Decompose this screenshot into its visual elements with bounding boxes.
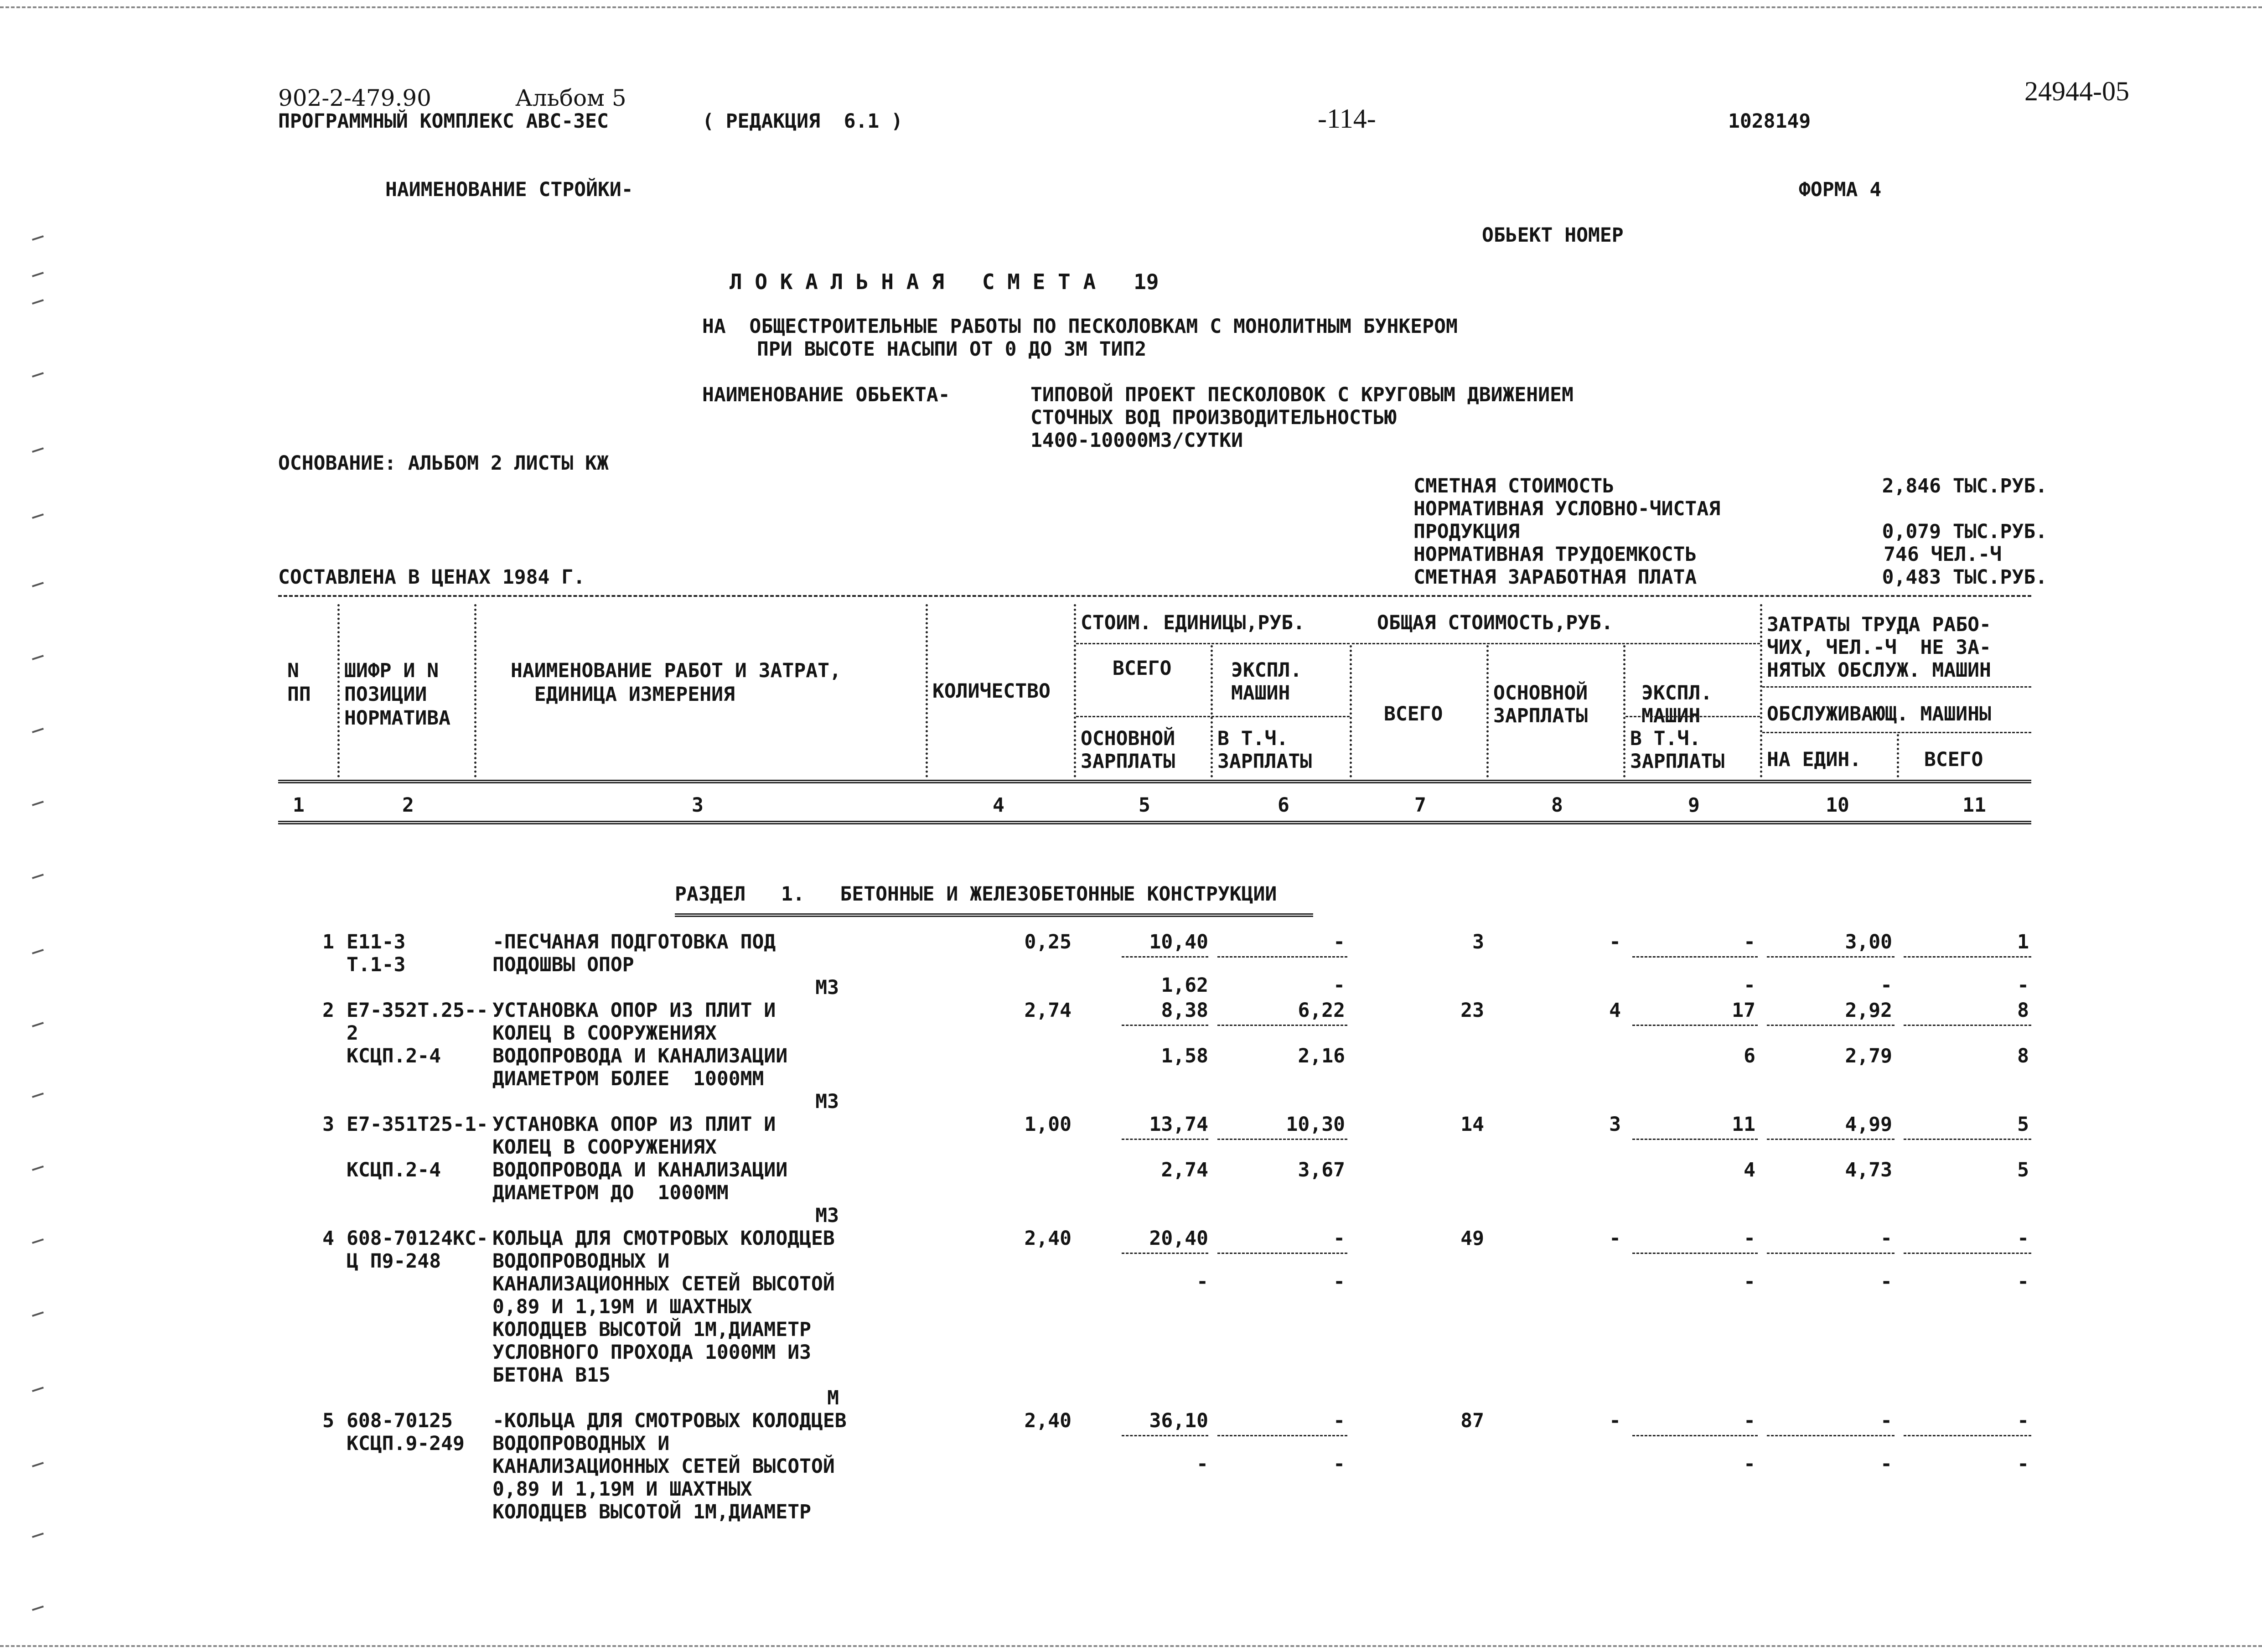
total-machine-cost: - — [1744, 931, 1755, 953]
margin-mark — [32, 1093, 44, 1098]
row-unit: М3 — [815, 1090, 839, 1113]
row-quantity: 2,40 — [1024, 1227, 1071, 1250]
header-labor-service: ОБСЛУЖИВАЮЩ. МАШИНЫ — [1767, 703, 1991, 725]
summary-label: СМЕТНАЯ ЗАРАБОТНАЯ ПЛАТА — [1413, 566, 1697, 589]
object-line-1: ТИПОВОЙ ПРОЕКТ ПЕСКОЛОВОК С КРУГОВЫМ ДВИЖЕНИЕМ — [1030, 383, 1574, 406]
row-code: Е7-352Т.25-- — [347, 999, 488, 1022]
unit-base-wage: 1,62 — [1161, 974, 1208, 997]
service-labor-per-unit: - — [1880, 1270, 1892, 1293]
summary-label: ПРОДУКЦИЯ — [1413, 520, 1520, 543]
cell-divider — [1122, 1435, 1208, 1436]
row-name: ВОДОПРОВОДА И КАНАЛИЗАЦИИ — [492, 1045, 788, 1067]
total-machine-cost: - — [1744, 1227, 1755, 1250]
unit-machine-cost: - — [1333, 1227, 1345, 1250]
rule — [278, 780, 2031, 783]
service-labor-total: - — [2017, 974, 2029, 997]
margin-mark — [32, 272, 44, 277]
column-number: 9 — [1688, 794, 1700, 817]
row-name: ПОДОШВЫ ОПОР — [492, 953, 634, 976]
labor-per-unit: 4,99 — [1845, 1113, 1892, 1136]
margin-mark — [32, 513, 44, 519]
rule — [1762, 686, 2031, 688]
column-number: 7 — [1414, 794, 1426, 817]
header-labor-total: ВСЕГО — [1924, 748, 1983, 771]
margin-mark — [32, 949, 44, 954]
header-total-wage: ОСНОВНОЙ ЗАРПЛАТЫ — [1493, 682, 1588, 727]
cell-divider — [1767, 1139, 1894, 1140]
edition-label: ( РЕДАКЦИЯ 6.1 ) — [702, 110, 903, 133]
unit-machine-cost: 6,22 — [1298, 999, 1345, 1022]
header-col-name: НАИМЕНОВАНИЕ РАБОТ И ЗАТРАТ, ЕДИНИЦА ИЗМЕРЕНИЯ — [511, 659, 841, 706]
margin-mark — [32, 1605, 44, 1611]
labor-total: - — [2017, 1227, 2029, 1250]
page-title: Л О К А Л Ь Н А Я С М Е Т А 19 — [730, 269, 1159, 294]
unit-base-wage: - — [1196, 1453, 1208, 1476]
header-unit-machines: ЭКСПЛ. МАШИН — [1231, 659, 1302, 704]
header-total-all: ВСЕГО — [1384, 703, 1443, 725]
labor-per-unit: 2,92 — [1845, 999, 1892, 1022]
basis-label: ОСНОВАНИЕ: АЛЬБОМ 2 ЛИСТЫ КЖ — [278, 452, 609, 475]
cell-divider — [1904, 1025, 2031, 1026]
row-name: ВОДОПРОВОДНЫХ И — [492, 1250, 670, 1273]
row-name: ВОДОПРОВОДНЫХ И — [492, 1432, 670, 1455]
subject-line-1: НА ОБЩЕСТРОИТЕЛЬНЫЕ РАБОТЫ ПО ПЕСКОЛОВКАМ С МОНОЛИТНЫМ БУНКЕРОМ — [702, 315, 1458, 338]
margin-mark — [32, 655, 44, 660]
margin-mark — [32, 1165, 44, 1171]
album-label: Альбом 5 — [515, 85, 626, 111]
margin-mark — [32, 1533, 44, 1538]
cell-divider — [1904, 956, 2031, 958]
service-labor-total: - — [2017, 1453, 2029, 1476]
cell-divider — [1767, 1435, 1894, 1436]
summary-value: 2,846 ТЫС.РУБ. — [1882, 475, 2047, 497]
row-unit: М3 — [815, 976, 839, 999]
column-separator — [1760, 604, 1762, 777]
labor-per-unit: - — [1880, 1409, 1892, 1432]
summary-value: 0,079 ТЫС.РУБ. — [1882, 520, 2047, 543]
column-number: 2 — [402, 794, 414, 817]
cell-divider — [1632, 1025, 1758, 1026]
column-separator — [1623, 645, 1625, 777]
margin-mark — [32, 299, 44, 305]
rule — [1352, 643, 1760, 644]
summary-value: 0,483 ТЫС.РУБ. — [1882, 566, 2047, 589]
row-number: 1 — [322, 931, 334, 953]
margin-mark — [32, 1238, 44, 1244]
row-name: КОЛОДЦЕВ ВЫСОТОЙ 1М,ДИАМЕТР — [492, 1318, 811, 1341]
service-labor-per-unit: 2,79 — [1845, 1045, 1892, 1067]
labor-total: - — [2017, 1409, 2029, 1432]
header-labor-per-unit: НА ЕДИН. — [1767, 748, 1862, 771]
total-base-wage: - — [1609, 1409, 1621, 1432]
rule — [1625, 716, 1760, 717]
row-name: ДИАМЕТРОМ ДО 1000ММ — [492, 1181, 729, 1204]
service-labor-total: 5 — [2017, 1159, 2029, 1181]
header-unit-total: ВСЕГО — [1113, 657, 1172, 680]
header-col-code: ШИФР И N ПОЗИЦИИ НОРМАТИВА — [344, 659, 450, 730]
unit-machine-wage: - — [1333, 1453, 1345, 1476]
margin-mark — [32, 728, 44, 733]
column-separator — [1074, 604, 1076, 777]
cell-divider — [1767, 1025, 1894, 1026]
row-name: ВОДОПРОВОДА И КАНАЛИЗАЦИИ — [492, 1159, 788, 1181]
total-cost: 87 — [1460, 1409, 1484, 1432]
header-labor: ЗАТРАТЫ ТРУДА РАБО- ЧИХ, ЧЕЛ.-Ч НЕ ЗА- НЯТЫХ ОБСЛУЖ. МАШИН — [1767, 613, 1991, 682]
row-name: КОЛЬЦА ДЛЯ СМОТРОВЫХ КОЛОДЦЕВ — [492, 1227, 835, 1250]
column-separator — [1486, 645, 1489, 777]
row-code: Ц П9-248 — [347, 1250, 441, 1273]
margin-mark — [32, 874, 44, 879]
row-name: КАНАЛИЗАЦИОННЫХ СЕТЕЙ ВЫСОТОЙ — [492, 1455, 835, 1478]
cell-divider — [1122, 1139, 1208, 1140]
construction-label: НАИМЕНОВАНИЕ СТРОЙКИ- — [385, 178, 633, 201]
service-labor-total: 8 — [2017, 1045, 2029, 1067]
unit-base-wage: 1,58 — [1161, 1045, 1208, 1067]
summary-label: НОРМАТИВНАЯ ТРУДОЕМКОСТЬ — [1413, 543, 1697, 566]
row-quantity: 0,25 — [1024, 931, 1071, 953]
row-code: КСЦП.2-4 — [347, 1159, 441, 1181]
doc-code: 902-2-479.90 — [278, 85, 431, 111]
unit-total-cost: 8,38 — [1161, 999, 1208, 1022]
row-name: УСЛОВНОГО ПРОХОДА 1000ММ ИЗ — [492, 1341, 811, 1364]
total-cost: 23 — [1460, 999, 1484, 1022]
cell-divider — [1217, 956, 1347, 958]
total-machine-wage: - — [1744, 1270, 1755, 1293]
unit-machine-cost: 10,30 — [1286, 1113, 1345, 1136]
row-code: 608-70125 — [347, 1409, 453, 1432]
total-base-wage: - — [1609, 1227, 1621, 1250]
header-col-n: N ПП — [287, 659, 311, 706]
total-machine-cost: 11 — [1732, 1113, 1755, 1136]
margin-mark — [32, 372, 44, 378]
row-name: -ПЕСЧАНАЯ ПОДГОТОВКА ПОД — [492, 931, 776, 953]
section-underline — [675, 913, 1313, 917]
column-number: 8 — [1551, 794, 1563, 817]
row-quantity: 1,00 — [1024, 1113, 1071, 1136]
unit-total-cost: 13,74 — [1149, 1113, 1208, 1136]
summary-label: НОРМАТИВНАЯ УСЛОВНО-ЧИСТАЯ — [1413, 497, 1721, 520]
object-line-3: 1400-10000М3/СУТКИ — [1030, 429, 1243, 452]
row-number: 5 — [322, 1409, 334, 1432]
row-quantity: 2,40 — [1024, 1409, 1071, 1432]
header-total-incl-wage: В Т.Ч. ЗАРПЛАТЫ — [1630, 727, 1725, 773]
service-labor-per-unit: - — [1880, 974, 1892, 997]
cell-divider — [1122, 956, 1208, 958]
unit-machine-wage: 2,16 — [1298, 1045, 1345, 1067]
labor-total: 8 — [2017, 999, 2029, 1022]
object-label: НАИМЕНОВАНИЕ ОБЬЕКТА- — [702, 383, 950, 406]
row-code: КСЦП.9-249 — [347, 1432, 465, 1455]
unit-total-cost: 10,40 — [1149, 931, 1208, 953]
rule — [1076, 716, 1350, 717]
total-base-wage: 4 — [1609, 999, 1621, 1022]
header-col-qty: КОЛИЧЕСТВО — [932, 680, 1051, 703]
rule — [278, 821, 2031, 824]
row-number: 2 — [322, 999, 334, 1022]
unit-machine-cost: - — [1333, 1409, 1345, 1432]
column-separator — [337, 604, 340, 777]
total-cost: 14 — [1460, 1113, 1484, 1136]
unit-total-cost: 20,40 — [1149, 1227, 1208, 1250]
cell-divider — [1217, 1025, 1347, 1026]
unit-machine-wage: - — [1333, 974, 1345, 997]
total-cost: 3 — [1472, 931, 1484, 953]
unit-base-wage: - — [1196, 1270, 1208, 1293]
row-code: КСЦП.2-4 — [347, 1045, 441, 1067]
margin-mark — [32, 1311, 44, 1317]
labor-per-unit: - — [1880, 1227, 1892, 1250]
column-number: 11 — [1962, 794, 1986, 817]
row-code: 2 — [347, 1022, 358, 1045]
labor-total: 1 — [2017, 931, 2029, 953]
row-quantity: 2,74 — [1024, 999, 1071, 1022]
row-unit: М3 — [815, 1204, 839, 1227]
rule — [278, 595, 2031, 597]
unit-base-wage: 2,74 — [1161, 1159, 1208, 1181]
row-name: КАНАЛИЗАЦИОННЫХ СЕТЕЙ ВЫСОТОЙ — [492, 1273, 835, 1295]
total-base-wage: 3 — [1609, 1113, 1621, 1136]
header-total-machines: ЭКСПЛ. МАШИН — [1641, 682, 1713, 727]
scan-edge-bottom — [0, 1645, 2262, 1647]
row-name: КОЛЕЦ В СООРУЖЕНИЯХ — [492, 1022, 717, 1045]
column-number: 10 — [1826, 794, 1849, 817]
row-name: 0,89 И 1,19М И ШАХТНЫХ — [492, 1478, 752, 1501]
service-labor-per-unit: - — [1880, 1453, 1892, 1476]
row-name: УСТАНОВКА ОПОР ИЗ ПЛИТ И — [492, 999, 776, 1022]
cell-divider — [1904, 1139, 2031, 1140]
margin-mark — [32, 447, 44, 453]
summary-value: 746 ЧЕЛ.-Ч — [1884, 543, 2002, 566]
column-separator — [1350, 645, 1352, 777]
row-name: БЕТОНА В15 — [492, 1364, 611, 1387]
total-machine-cost: - — [1744, 1409, 1755, 1432]
total-machine-wage: - — [1744, 1453, 1755, 1476]
service-labor-per-unit: 4,73 — [1845, 1159, 1892, 1181]
summary-label: СМЕТНАЯ СТОИМОСТЬ — [1413, 475, 1615, 497]
cell-divider — [1217, 1435, 1347, 1436]
unit-machine-wage: 3,67 — [1298, 1159, 1345, 1181]
column-separator — [474, 604, 476, 777]
row-code: Е11-3 — [347, 931, 406, 953]
header-unit-wage: ОСНОВНОЙ ЗАРПЛАТЫ — [1081, 727, 1175, 773]
form-label: ФОРМА 4 — [1799, 178, 1882, 201]
unit-total-cost: 36,10 — [1149, 1409, 1208, 1432]
row-name: КОЛОДЦЕВ ВЫСОТОЙ 1М,ДИАМЕТР — [492, 1501, 811, 1523]
cell-divider — [1122, 1025, 1208, 1026]
header-unit-cost: СТОИМ. ЕДИНИЦЫ,РУБ. — [1081, 611, 1305, 634]
row-code: 608-70124КС- — [347, 1227, 488, 1250]
row-code: Е7-351Т25-1- — [347, 1113, 488, 1136]
cell-divider — [1632, 1139, 1758, 1140]
service-labor-total: - — [2017, 1270, 2029, 1293]
archive-number: 24944-05 — [2024, 76, 2129, 106]
margin-mark — [32, 1022, 44, 1027]
program-label: ПРОГРАММНЫЙ КОМПЛЕКС АВС-3ЕС — [278, 110, 609, 133]
total-machine-wage: 6 — [1744, 1045, 1755, 1067]
cell-divider — [1904, 1435, 2031, 1436]
cell-divider — [1122, 1253, 1208, 1254]
cell-divider — [1217, 1253, 1347, 1254]
column-number: 1 — [293, 794, 305, 817]
row-name: 0,89 И 1,19М И ШАХТНЫХ — [492, 1295, 752, 1318]
column-number: 4 — [993, 794, 1004, 817]
scan-edge-top — [0, 0, 2262, 8]
row-name: -КОЛЬЦА ДЛЯ СМОТРОВЫХ КОЛОДЦЕВ — [492, 1409, 847, 1432]
margin-mark — [32, 235, 44, 241]
column-number: 6 — [1278, 794, 1289, 817]
total-machine-cost: 17 — [1732, 999, 1755, 1022]
column-separator — [1897, 734, 1899, 777]
margin-mark — [32, 582, 44, 587]
cell-divider — [1217, 1139, 1347, 1140]
margin-mark — [32, 1462, 44, 1467]
total-machine-wage: - — [1744, 974, 1755, 997]
row-name: УСТАНОВКА ОПОР ИЗ ПЛИТ И — [492, 1113, 776, 1136]
total-machine-wage: 4 — [1744, 1159, 1755, 1181]
margin-mark — [32, 1387, 44, 1392]
object-line-2: СТОЧНЫХ ВОД ПРОИЗВОДИТЕЛЬНОСТЬЮ — [1030, 406, 1397, 429]
rule — [1076, 643, 1350, 644]
prices-label: СОСТАВЛЕНА В ЦЕНАХ 1984 Г. — [278, 566, 585, 589]
page-number: -114- — [1318, 104, 1376, 134]
row-number: 4 — [322, 1227, 334, 1250]
doc-number: 1028149 — [1728, 110, 1811, 133]
cell-divider — [1632, 1435, 1758, 1436]
rule — [1762, 732, 2031, 733]
section-title: РАЗДЕЛ 1. БЕТОННЫЕ И ЖЕЛЕЗОБЕТОННЫЕ КОНСТРУКЦИИ — [675, 883, 1277, 906]
subject-line-2: ПРИ ВЫСОТЕ НАСЫПИ ОТ 0 ДО 3М ТИП2 — [757, 338, 1147, 361]
unit-machine-wage: - — [1333, 1270, 1345, 1293]
unit-machine-cost: - — [1333, 931, 1345, 953]
row-name: КОЛЕЦ В СООРУЖЕНИЯХ — [492, 1136, 717, 1159]
total-base-wage: - — [1609, 931, 1621, 953]
row-unit: М — [827, 1387, 839, 1409]
row-name: ДИАМЕТРОМ БОЛЕЕ 1000ММ — [492, 1067, 764, 1090]
total-cost: 49 — [1460, 1227, 1484, 1250]
column-number: 3 — [692, 794, 704, 817]
column-separator — [1211, 645, 1213, 777]
header-unit-incl-wage: В Т.Ч. ЗАРПЛАТЫ — [1217, 727, 1312, 773]
cell-divider — [1767, 956, 1894, 958]
cell-divider — [1767, 1253, 1894, 1254]
row-number: 3 — [322, 1113, 334, 1136]
labor-total: 5 — [2017, 1113, 2029, 1136]
margin-mark — [32, 801, 44, 806]
cell-divider — [1632, 956, 1758, 958]
object-number-label: ОБЬЕКТ НОМЕР — [1482, 224, 1624, 247]
cell-divider — [1632, 1253, 1758, 1254]
row-code: Т.1-3 — [347, 953, 406, 976]
column-number: 5 — [1139, 794, 1150, 817]
header-total-cost: ОБЩАЯ СТОИМОСТЬ,РУБ. — [1377, 611, 1613, 634]
cell-divider — [1904, 1253, 2031, 1254]
labor-per-unit: 3,00 — [1845, 931, 1892, 953]
column-separator — [926, 604, 928, 777]
